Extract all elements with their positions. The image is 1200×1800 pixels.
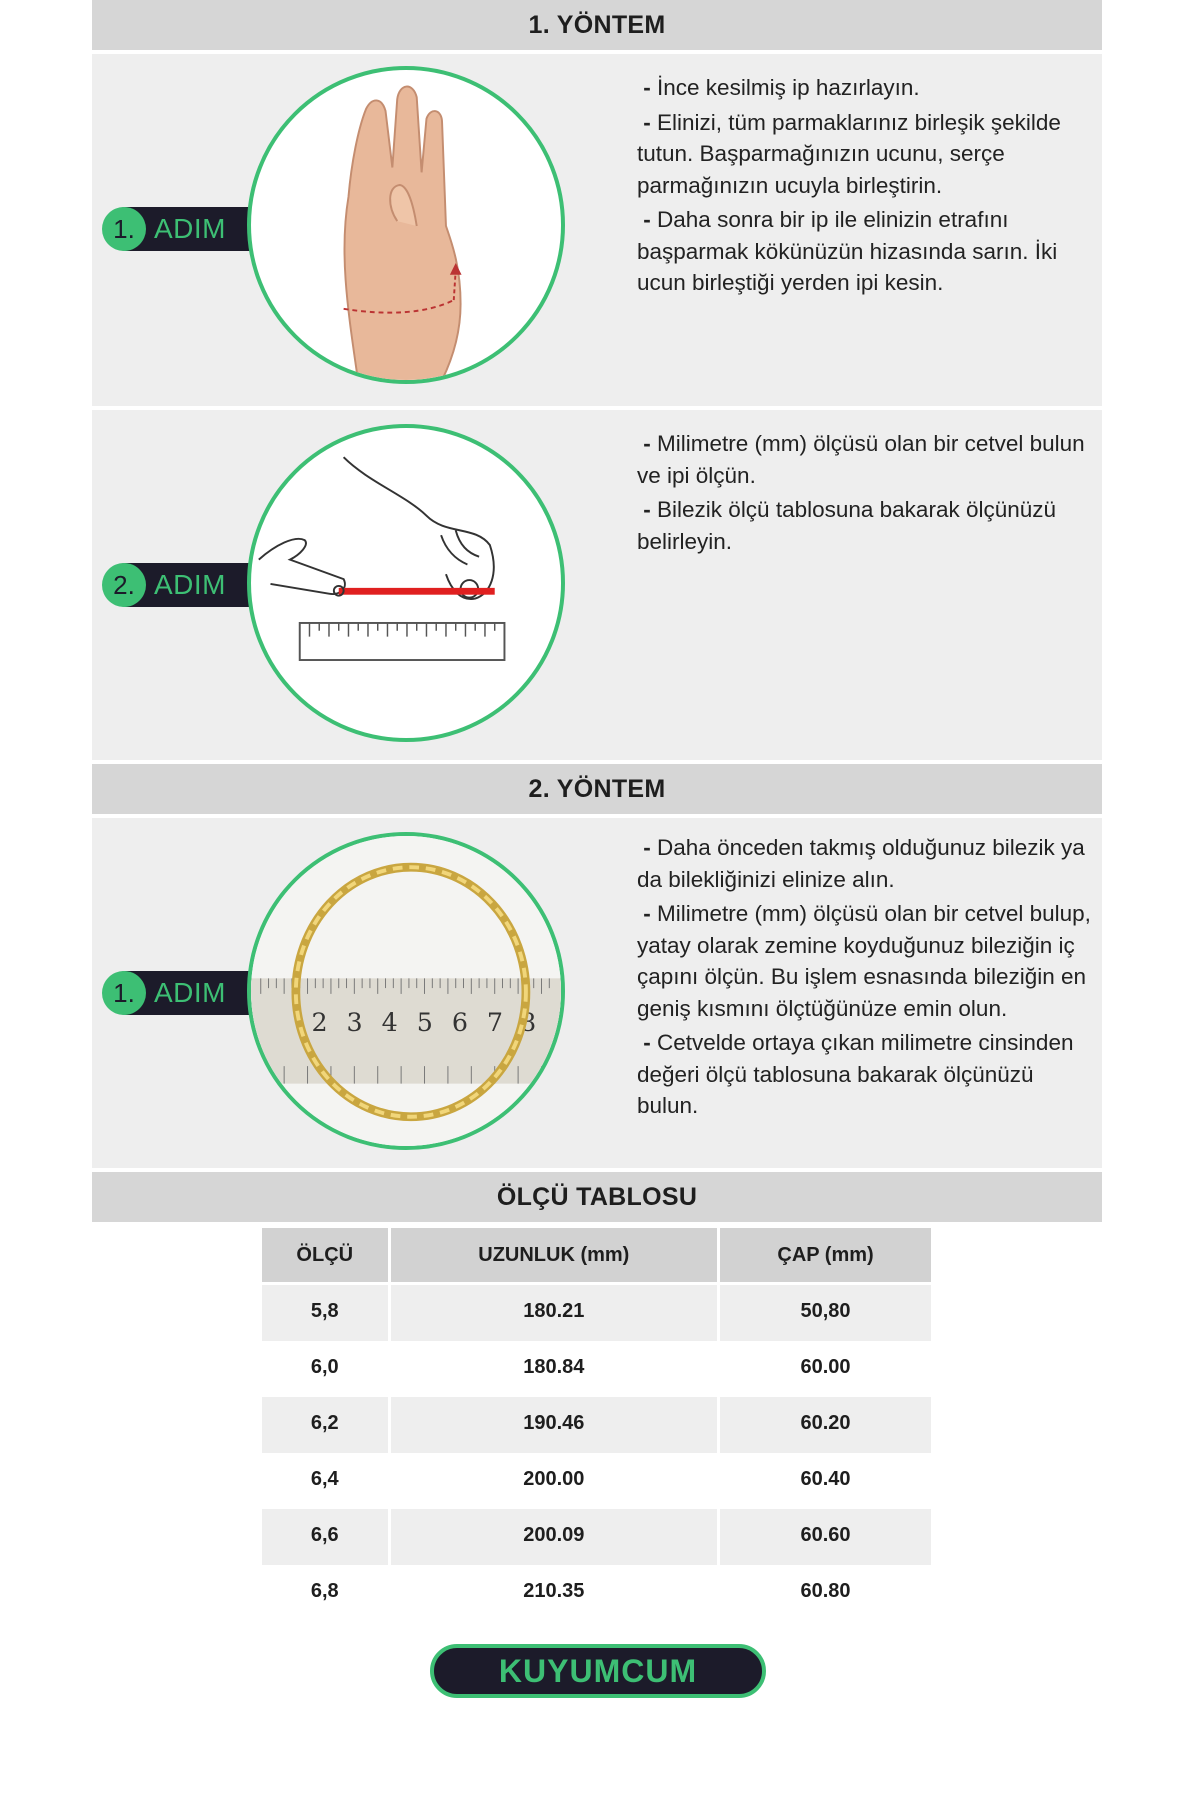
step-badge: [104, 207, 254, 251]
step-number: 1.: [102, 971, 146, 1015]
table-cell: 5,8: [262, 1284, 389, 1340]
table-row: [262, 1508, 933, 1564]
instruction: - İnce kesilmiş ip hazırlayın.: [643, 75, 920, 100]
brand-logo: [430, 1644, 766, 1698]
step-badge: [104, 971, 254, 1015]
instruction: - Daha önceden takmış olduğunuz bilezik ya da bilekliğinizi elinize alın.: [637, 835, 1085, 892]
table-cell: 60.80: [719, 1564, 933, 1619]
step-number: 2.: [102, 563, 146, 607]
ruler-number: 7: [486, 1006, 504, 1037]
method1-title: 1. YÖNTEM: [528, 10, 666, 39]
step-badge: [104, 563, 254, 607]
table-cell: 60.00: [719, 1340, 933, 1396]
table-row: [262, 1564, 933, 1619]
ruler-number: 6: [451, 1006, 468, 1037]
column-header: ÇAP (mm): [719, 1228, 933, 1284]
instruction: - Milimetre (mm) ölçüsü olan bir cetvel bulun ve ipi ölçün.: [637, 431, 1085, 488]
bangle-ruler-icon: [251, 836, 561, 1146]
table-row: [262, 1284, 933, 1340]
ruler-number: 5: [416, 1006, 433, 1037]
size-table: [262, 1228, 934, 1618]
instruction: - Elinizi, tüm parmaklarınız birleşik şekilde tutun. Başparmağınızın ucunu, serçe parmağınızın ucuyla birleştirin.: [637, 109, 1061, 198]
method2-step1-panel: [92, 818, 1102, 1168]
table-cell: 6,6: [262, 1508, 389, 1564]
instruction: - Bilezik ölçü tablosuna bakarak ölçünüzü belirleyin.: [637, 497, 1057, 554]
step-label: ADIM: [154, 213, 226, 244]
size-guide: [92, 0, 1102, 1222]
table-cell: 200.00: [389, 1452, 719, 1508]
ruler-number: 3: [346, 1006, 363, 1037]
bangle-ruler-photo: [247, 832, 565, 1150]
ruler-number: 4: [381, 1006, 398, 1037]
size-table-header: [92, 1172, 1102, 1222]
method2-step1-text: [637, 832, 1097, 1125]
table-cell: 60.60: [719, 1508, 933, 1564]
table-row: [262, 1396, 933, 1452]
method1-step2-panel: [92, 410, 1102, 760]
instruction: - Cetvelde ortaya çıkan milimetre cinsinden değeri ölçü tablosuna bakarak ölçünüzü bulun.: [637, 1030, 1074, 1118]
ruler-hands-icon: [251, 428, 561, 738]
table-cell: 180.84: [389, 1340, 719, 1396]
step-number: 1.: [102, 207, 146, 251]
step-label: ADIM: [154, 977, 226, 1008]
method1-header: [92, 0, 1102, 50]
table-cell: 6,0: [262, 1340, 389, 1396]
method2-header: [92, 764, 1102, 814]
step-label: ADIM: [154, 569, 226, 600]
instruction: - Milimetre (mm) ölçüsü olan bir cetvel bulup, yatay olarak zemine koyduğunuz bileziğin iç çapını ölçün. Bu işlem esnasında bileziğin en geniş kısmını ölçtüğünüze emin olun.: [637, 901, 1091, 1021]
table-cell: 60.20: [719, 1396, 933, 1452]
table-cell: 6,2: [262, 1396, 389, 1452]
table-cell: 200.09: [389, 1508, 719, 1564]
method1-step1-text: [637, 72, 1097, 302]
table-header-row: [262, 1228, 933, 1284]
method2-title: 2. YÖNTEM: [528, 774, 666, 803]
table-cell: 6,4: [262, 1452, 389, 1508]
instruction: - Daha sonra bir ip ile elinizin etrafını başparmak kökünüzün hizasında sarın. İki ucun birleştiği yerden ipi kesin.: [637, 207, 1058, 295]
method1-step2-text: [637, 428, 1097, 560]
table-cell: 180.21: [389, 1284, 719, 1340]
table-cell: 50,80: [719, 1284, 933, 1340]
table-row: [262, 1340, 933, 1396]
table-cell: 60.40: [719, 1452, 933, 1508]
size-table-title: ÖLÇÜ TABLOSU: [496, 1182, 698, 1211]
hand-string-illustration: [247, 66, 565, 384]
column-header: UZUNLUK (mm): [389, 1228, 719, 1284]
table-cell: 6,8: [262, 1564, 389, 1619]
table-cell: 190.46: [389, 1396, 719, 1452]
table-cell: 210.35: [389, 1564, 719, 1619]
method1-step1-panel: [92, 54, 1102, 406]
hand-icon: [251, 70, 561, 380]
ruler-measure-illustration: [247, 424, 565, 742]
ruler-number: 8: [520, 1006, 537, 1037]
table-row: [262, 1452, 933, 1508]
brand-name: KUYUMCUM: [498, 1652, 698, 1689]
column-header: ÖLÇÜ: [262, 1228, 389, 1284]
ruler-number: 2: [311, 1006, 328, 1037]
